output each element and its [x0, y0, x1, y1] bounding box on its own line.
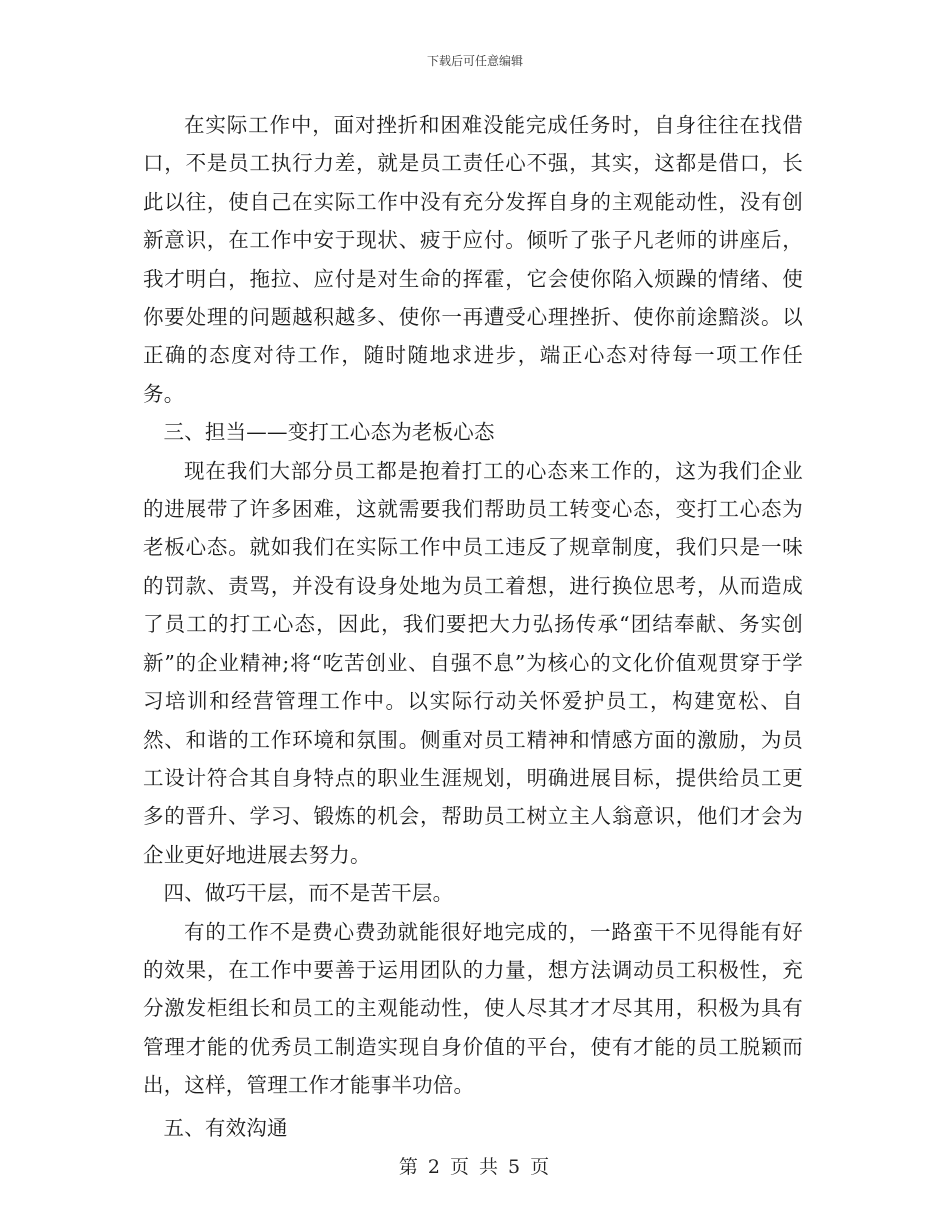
section-heading-4: 四、做巧干层，而不是苦干层。: [163, 881, 454, 906]
paragraph-smart-work: 有的工作不是费心费劲就能很好地完成的，一路蛮干不见得能有好的效果，在工作中要善于运用团队的力量，想方法调动员工积极性，充分激发柜组长和员工的主观能动性，使人尽其才才尽其用，积极为具有管理才能的优秀员工制造实现自身价值的平台，使有才能的员工脱颖而出，这样，管理工作才能事半功倍。: [143, 919, 803, 1098]
page-number-footer: 第 2 页 共 5 页: [398, 1156, 552, 1178]
paragraph-excuses: 在实际工作中，面对挫折和困难没能完成任务时，自身往往在找借口，不是员工执行力差，就是员工责任心不强，其实，这都是借口，长此以往，使自己在实际工作中没有充分发挥自身的主观能动性，没有创新意识，在工作中安于现状、疲于应付。倾听了张子凡老师的讲座后，我才明白，拖拉、应付是对生命的挥霍，它会使你陷入烦躁的情绪、使你要处理的问题越积越多、使你一再遭受心理挫折、使你前途黯淡。以正确的态度对待工作，随时随地求进步，端正心态对待每一项工作任务。: [143, 113, 803, 406]
page-header-note: 下载后可任意编辑: [426, 54, 523, 68]
paragraph-boss-mindset: 现在我们大部分员工都是抱着打工的心态来工作的，这为我们企业的进展带了许多困难，这就需要我们帮助员工转变心态，变打工心态为老板心态。就如我们在实际工作中员工违反了规章制度，我们只是一味的罚款、责骂，并没有设身处地为员工着想，进行换位思考，从而造成了员工的打工心态，因此，我们要把大力弘扬传承“团结奉献、务实创新”的企业精神;将“吃苦创业、自强不息”为核心的文化价值观贯穿于学习培训和经营管理工作中。以实际行动关怀爱护员工，构建宽松、自然、和谐的工作环境和氛围。侧重对员工精神和情感方面的激励，为员工设计符合其自身特点的职业生涯规划，明确进展目标，提供给员工更多的晋升、学习、锻炼的机会，帮助员工树立主人翁意识，他们才会为企业更好地进展去努力。: [143, 458, 803, 867]
section-heading-3: 三、担当——变打工心态为老板心态: [163, 420, 495, 445]
document-body: [143, 106, 803, 1147]
section-heading-5: 五、有效沟通: [163, 1115, 288, 1140]
